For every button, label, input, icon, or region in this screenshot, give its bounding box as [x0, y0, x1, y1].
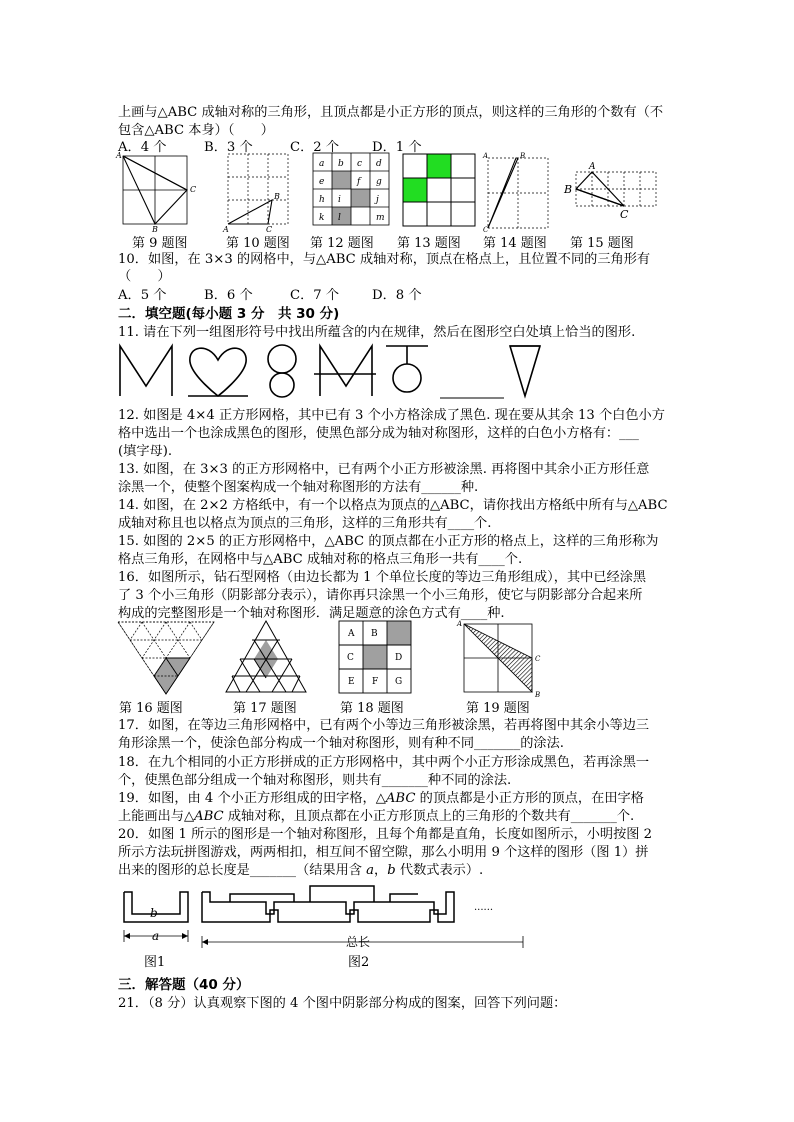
fig12-cell-d: d [376, 159, 382, 169]
q10-option-b[interactable]: B．6 个 [204, 288, 253, 303]
fig18-cell-f: F [372, 677, 379, 687]
q18-line2: 个，使黑色部分组成一个轴对称图形，则共有_______种不同的涂法. [118, 773, 512, 788]
q17-line2: 角形涂黑一个，使涂色部分构成一个轴对称图形，则有种不同_______的涂法. [118, 736, 564, 751]
q19-text-a: 19．如图，由 4 个小正方形组成的田字格， [118, 791, 376, 806]
fig20-fig1-caption: 图1 [144, 955, 166, 970]
fig17-caption: 第 17 题图 [233, 701, 297, 716]
q9-line1: 上画与△ABC 成轴对称的三角形，且顶点都是小正方形的顶点，则这样的三角形的个数有（不 [118, 105, 664, 120]
fig20-a-label: a [152, 929, 160, 943]
q12-line2: 格中选出一个也涂成黑色的图形，使黑色部分成为轴对称图形，这样的白色小方格有：___ [118, 426, 639, 441]
q20-sep: ， [374, 863, 388, 878]
fig10-label-b: B [274, 192, 280, 201]
q10-option-d[interactable]: D．8 个 [372, 288, 422, 303]
q15-line2: 格点三角形，在网格中与△ABC 成轴对称的格点三角形一共有____个. [118, 552, 523, 567]
fig12-cell-j: j [376, 195, 379, 205]
symbol-heart [188, 346, 248, 396]
q10-line1: 10．如图，在 3×3 的网格中，与△ABC 成轴对称，顶点在格点上，且位置不同的三角形有 [118, 252, 651, 267]
fig14-label-c: C [483, 226, 489, 234]
q18-line1: 18．在九个相同的小正方形拼成的正方形网格中，其中两个小正方形涂成黑色，若再涂黑一 [118, 755, 650, 770]
fig20-chain [202, 892, 454, 922]
fig16-caption: 第 16 题图 [119, 701, 183, 716]
fig19-label-a: A [457, 620, 463, 628]
fig9-label-b: B [152, 225, 158, 234]
q15-line1: 15. 如图的 2×5 的正方形网格中，△ABC 的顶点都在小正方形的格点上，这样的三角形称为 [118, 534, 659, 549]
q19-text-d: 成轴对称，且顶点都在小正方形顶点上的三角形的个数共有_______个. [223, 809, 635, 824]
fig18-cell-d: D [395, 653, 403, 663]
fig9-diagram [115, 151, 197, 234]
fig18-cell-a: A [348, 629, 355, 639]
symbol-m [120, 346, 172, 396]
fig12-cell-a: a [319, 159, 325, 169]
q9-line2: 包含△ABC 本身）（ ） [118, 123, 274, 138]
fig12-cell-k: k [319, 213, 325, 223]
fig19-label-c: C [535, 655, 541, 663]
fig18-cell-g: G [395, 677, 403, 687]
q19-text-b: 的顶点都是小正方形的顶点，在田字格 [415, 791, 644, 806]
fig12-caption: 第 12 题图 [310, 236, 374, 251]
fig15-label-c: C [620, 208, 629, 221]
fig18-caption: 第 18 题图 [340, 701, 404, 716]
q17-line1: 17．如图，在等边三角形网格中，已有两个小等边三角形被涂黑，若再将图中其余小等边三 [118, 718, 650, 733]
fig17-triangle-grid [224, 620, 308, 694]
q20-text-b: 代数式表示）. [395, 863, 484, 878]
q10-option-c[interactable]: C．7 个 [290, 288, 340, 303]
q19-line2 [118, 808, 634, 825]
fig20-b-label: b [150, 906, 158, 920]
q21-text: 21．（8 分）认真观察下图的 4 个图中阴影部分构成的图案，回答下列问题： [118, 996, 567, 1011]
fig20-total-label: 总长 [346, 935, 371, 949]
fig14-caption: 第 14 题图 [483, 236, 547, 251]
fig12-cell-l: l [338, 213, 341, 223]
q19-text-c: 上能画出与 [118, 809, 184, 824]
fig12-cell-c: c [357, 159, 363, 169]
q11-symbols [118, 342, 558, 400]
fig20-fig2-caption: 图2 [348, 955, 370, 970]
fig10-caption: 第 10 题图 [226, 236, 290, 251]
q12-line1: 12. 如图是 4×4 正方形网格，其中已有 3 个小方格涂成了黑色. 现在要从其余 13 个白色小方 [118, 408, 665, 423]
fig12-cell-f: f [357, 177, 361, 187]
fig14-label-a: A [483, 152, 489, 160]
fig9-caption: 第 9 题图 [132, 236, 188, 251]
q20-var-a: a [366, 863, 375, 878]
q20-line2: 所示方法玩拼图游戏，两两相扣，相互间不留空隙，那么小明用 9 个这样的图形（图 1）拼 [118, 845, 649, 860]
fig12-grid [312, 153, 392, 227]
fig19-caption: 第 19 题图 [466, 701, 530, 716]
symbol-m-bar [320, 346, 372, 396]
symbol-triangle [510, 346, 540, 396]
fig12-cell-g: g [376, 177, 382, 187]
fig9-label-c: C [190, 185, 197, 194]
q9-option-a[interactable]: A．4 个 [118, 140, 167, 155]
q9-option-c[interactable]: C．2 个 [290, 140, 340, 155]
fig9-label-a: A [116, 151, 122, 160]
fig12-cell-e: e [319, 177, 325, 187]
q16-line1: 16．如图所示，钻石型网格（由边长都为 1 个单位长度的等边三角形组成），其中已经涂黑 [118, 570, 647, 585]
q11-text: 11. 请在下列一组图形符号中找出所蕴含的内在规律，然后在图形空白处填上恰当的图形. [118, 325, 636, 340]
q20-var-b: b [387, 863, 396, 878]
fig18-grid [338, 620, 414, 694]
fig12-cell-m: m [376, 213, 385, 223]
q16-line2: 了 3 个小三角形（阴影部分表示），请你再只涂黑一个小三角形，使它与阴影部分合起来所 [118, 588, 643, 603]
q20-line3 [118, 862, 483, 879]
q16-line3: 构成的完整图形是一个轴对称图形．满足题意的涂色方式有____种. [118, 606, 505, 621]
q10-options [118, 287, 422, 304]
fig18-cell-c: C [347, 653, 354, 663]
q13-line2: 涂黑一个，使整个图案构成一个轴对称图形的方法有______种. [118, 480, 479, 495]
fig10-diagram [222, 152, 292, 234]
fig15-caption: 第 15 题图 [570, 236, 634, 251]
q20-line1: 20．如图 1 所示的图形是一个轴对称图形，且每个角都是直角，长度如图所示，小明按图 2 [118, 827, 653, 842]
fig14-diagram [482, 150, 554, 232]
fig18-cell-b: B [371, 629, 378, 639]
fig10-label-a: A [223, 225, 229, 234]
q19-triangle: △ABC [375, 791, 416, 806]
q10-option-a[interactable]: A．5 个 [118, 288, 167, 303]
q19-triangle-2: △ABC [183, 809, 224, 824]
fig18-cell-e: E [348, 677, 355, 687]
fig15-label-b: B [564, 183, 573, 196]
fig16-diamond-grid [118, 620, 214, 696]
fig10-label-c: C [266, 225, 273, 234]
fig12-cell-b: b [338, 159, 344, 169]
symbol-eight-bottom [270, 373, 294, 397]
fig20-diagram [118, 884, 538, 974]
q9-option-d[interactable]: D．1 个 [372, 140, 422, 155]
fig12-cell-i: i [338, 195, 341, 205]
q20-text-a: 出来的图形的总长度是_______（结果用含 [118, 863, 367, 878]
fig14-label-b: B [520, 152, 526, 160]
symbol-eight-top [268, 345, 296, 373]
q19-line1 [118, 790, 644, 807]
q10-line2: （ ） [118, 269, 171, 284]
section2-title: 二．填空题(每小题 3 分 共 30 分) [118, 306, 340, 322]
fig15-label-a: A [589, 162, 596, 172]
fig13-grid [402, 153, 478, 227]
fig15-diagram [562, 160, 660, 222]
q14-line2: 成轴对称且也以格点为顶点的三角形，这样的三角形共有____个. [118, 516, 492, 531]
fig19-diagram [456, 620, 546, 698]
q13-line1: 13. 如图，在 3×3 的正方形网格中，已有两个小正方形被涂黑. 再将图中其余小正方形任意 [118, 462, 650, 477]
fig13-caption: 第 13 题图 [397, 236, 461, 251]
q12-line3: (填字母). [118, 444, 173, 459]
q14-line1: 14. 如图，在 2×2 方格纸中，有一个以格点为顶点的△ABC，请你找出方格纸中所有与△ABC [118, 498, 668, 513]
fig20-dots: ...... [474, 902, 494, 913]
fig12-cell-h: h [319, 195, 325, 205]
section3-title: 三．解答题（40 分） [118, 977, 250, 993]
fig19-label-b: B [535, 691, 541, 699]
q9-option-b[interactable]: B．3 个 [204, 140, 253, 155]
